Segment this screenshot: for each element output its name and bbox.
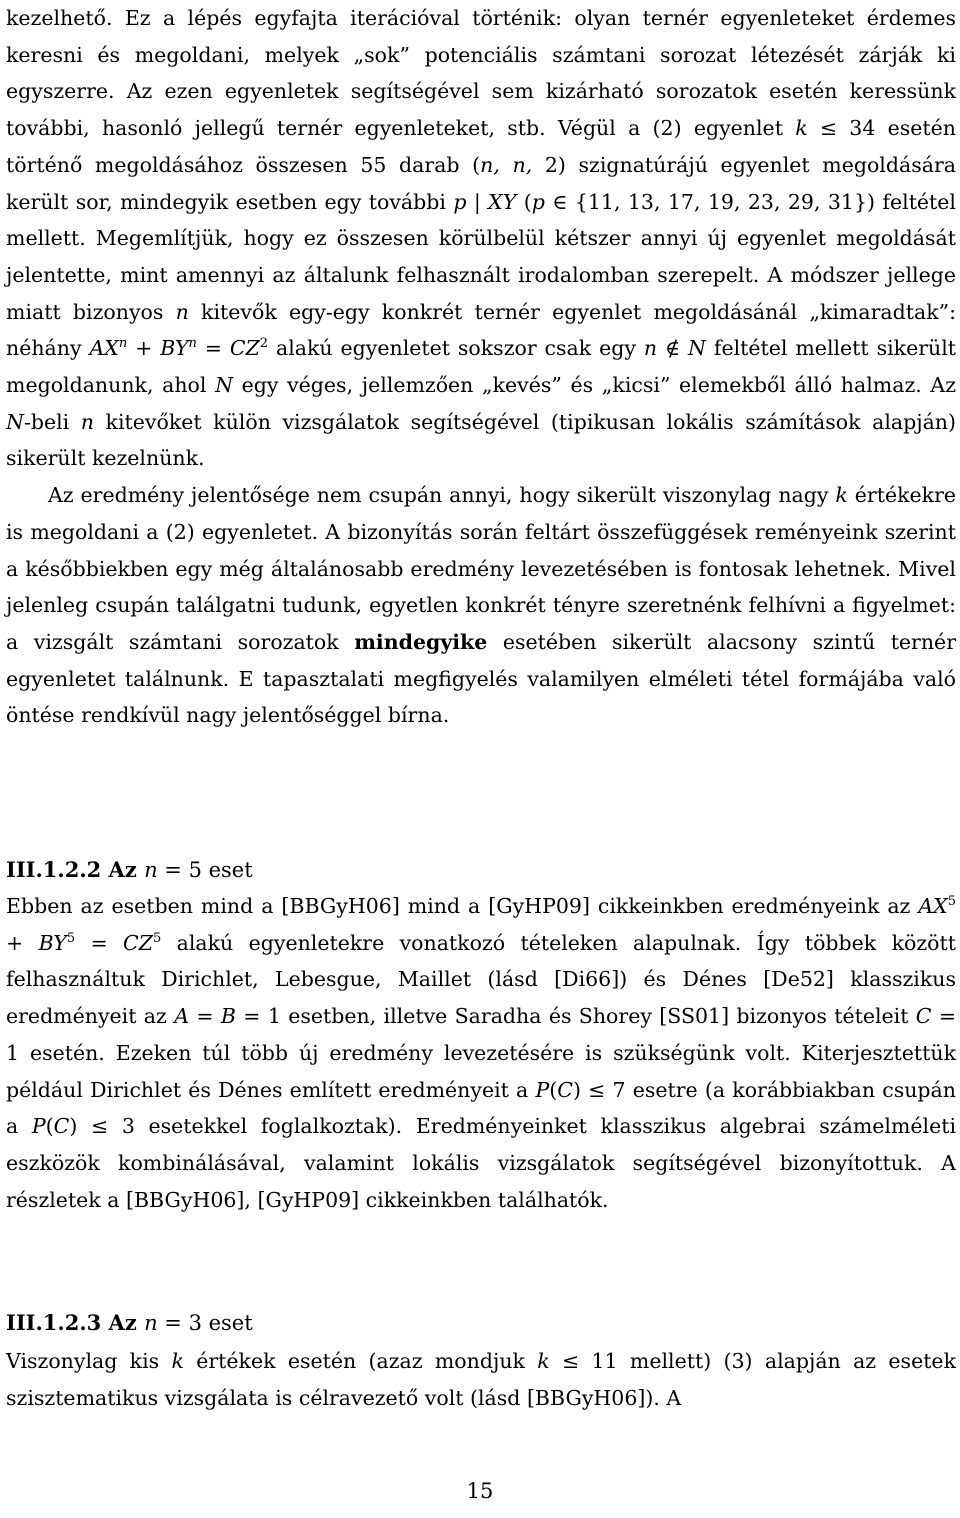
text: ≤ 11 mellett) (3) alapján az esetek szisztematikus vizsgálata is célravezető volt (lásd [BBGyH06]). A: [6, 1349, 956, 1410]
text: alakú egyenletet sokszor csak egy: [268, 336, 644, 361]
page-number: 15: [466, 1479, 494, 1503]
text: (: [45, 1114, 54, 1139]
math-var: k: [835, 483, 848, 508]
text: ∈ {11, 13, 17, 19, 23, 29, 31}) feltétel mellett. Megemlítjük, hogy ez összesen körülbelül kétszer annyi új egyenlet megoldását jelentette, mint amennyi az általunk felhasznált irodalomban szerepelt. A módszer jellege miatt bizonyos: [6, 189, 956, 324]
text: =: [75, 930, 124, 955]
math-var: P: [535, 1077, 550, 1102]
math-var: A: [174, 1004, 189, 1029]
body-text-bottom: [6, 1343, 956, 1416]
text: értékekre is megoldani a (2) egyenletet. A bizonyítás során feltárt összefüggések reményeink szerint a későbbiekben egy még általánosabb eredmény levezetésében is fontosak lehetnek. Mivel jelenleg csupán találgatni tudunk, egyetlen konkrét tényre szeretnénk felhívni a figyelmet: a vizsgált számtani sorozatok: [6, 483, 956, 654]
math-exponent: n: [118, 336, 128, 352]
paragraph-3: [6, 888, 956, 1218]
section-heading-n3: [6, 1305, 253, 1341]
text: |: [466, 189, 489, 214]
math-exponent: 5: [66, 930, 76, 946]
text: ∉: [657, 336, 689, 361]
text: Viszonylag kis: [6, 1349, 172, 1373]
math-var: AX: [918, 894, 948, 918]
text: (: [549, 1077, 558, 1102]
math-var: CZ: [123, 930, 153, 955]
math-var: CZ: [229, 336, 260, 361]
text: = 1 esetben, illetve Saradha és Shorey [SS01] bizonyos tételeit: [235, 1004, 916, 1029]
text: kitevők egy-egy konkrét ternér egyenlet megoldásánál „kimaradtak”: néhány: [6, 299, 956, 361]
text: kitevőket külön vizsgálatok segítségével (tipikusan lokális számítások alapján) sikerült kezelnünk.: [6, 409, 956, 471]
text: feltétel mellett sikerült megoldanunk, ahol: [6, 336, 956, 398]
text: -beli: [23, 409, 81, 434]
math-exponent: 5: [152, 930, 162, 946]
math-var: C: [557, 1077, 573, 1102]
math-var: n: [144, 858, 158, 882]
math-var: BY: [160, 336, 189, 361]
body-text-top: [6, 0, 956, 734]
math-var: N: [6, 409, 24, 434]
paragraph-1: [6, 0, 956, 477]
math-var: C: [915, 1004, 932, 1029]
math-var: n: [80, 409, 94, 434]
text: = 1 esetén. Ezeken túl több új eredmény levezetésére is szükségünk volt. Kiterjesztettük például Dirichlet és Dénes említett eredményeit a: [6, 1004, 957, 1102]
math-var: C: [53, 1114, 70, 1139]
math-var: BY: [38, 930, 67, 955]
math-var: P: [31, 1114, 46, 1139]
text: 2) szignatúrájú egyenlet megoldására került sor, mindegyik esetben egy további: [6, 152, 956, 214]
math-var: n: [643, 336, 658, 361]
text: esetében sikerült alacsony szintű ternér egyenletet találnunk. E tapasztalati megfigyelés valamilyen elméleti tétel formájába való öntése rendkívül nagy jelentőséggel bírna.: [6, 629, 956, 728]
text: kezelhető. Ez a lépés egyfajta iterációval történik: olyan ternér egyenleteket érdemes keresni és megoldani, melyek „sok” potenciális számtani sorozat létezését zárják ki egyszerre. Az ezen egyenletek segítségével sem kizárható sorozatok esetén keressünk további, hasonló jellegű ternér egyenleteket, stb. Végül a (2) egyenlet: [6, 6, 956, 141]
math-var: n: [175, 299, 189, 324]
math-var: n: [144, 1311, 158, 1335]
paragraph-2: [6, 477, 956, 734]
text: ) ≤ 3 esetekkel foglalkoztak). Eredményeinket klasszikus algebrai számelméleti eszközök kombinálásával, valamint lokális vizsgálatok segítségével bizonyítottuk. A részletek a [BBGyH06], [GyHP09] cikkeinkben találhatók.: [6, 1114, 956, 1212]
heading-text: III.1.2.2 Az: [6, 857, 145, 882]
bold-keyword: mindegyike: [354, 629, 488, 654]
math-var: N: [215, 373, 233, 398]
text: Ebben az esetben mind a [BBGyH06] mind a [GyHP09] cikkeinkben eredményeink az: [6, 894, 919, 918]
heading-text: = 5 eset: [157, 858, 253, 882]
math-var: B: [220, 1004, 236, 1029]
text: (: [516, 189, 532, 214]
heading-text: = 3 eset: [157, 1311, 253, 1335]
math-exponent: 5: [947, 894, 956, 910]
text: +: [6, 930, 39, 955]
math-var: AX: [89, 336, 119, 361]
math-var: p: [531, 189, 545, 214]
text: értékek esetén (azaz mondjuk: [183, 1349, 538, 1373]
math-var: p: [453, 189, 467, 214]
heading-text: III.1.2.3 Az: [6, 1310, 145, 1335]
section-heading-n5: [6, 852, 253, 888]
body-text-middle: [6, 888, 956, 1218]
text: =: [196, 336, 230, 361]
text: alakú egyenletekre vonatkozó tételeken alapulnak. Így többek között felhasználtuk Dirichlet, Lebesgue, Maillet (lásd [Di66]) és Dénes [De52] klasszikus eredményeit az: [6, 930, 956, 1029]
math-exponent: n: [188, 336, 197, 352]
text: egy véges, jellemzően „kevés” és „kicsi” elemekből álló halmaz. Az: [233, 373, 956, 398]
text: ) ≤ 7 esetre (a korábbiakban csupán a: [6, 1077, 956, 1139]
text: Az eredmény jelentősége nem csupán annyi, hogy sikerült viszonylag nagy: [48, 483, 836, 508]
text: =: [189, 1004, 221, 1029]
text: +: [127, 336, 161, 361]
math-var: k: [795, 116, 808, 141]
math-var: k: [171, 1349, 184, 1373]
math-var: N: [688, 336, 706, 361]
math-var: k: [537, 1349, 550, 1373]
text: ≤ 34 esetén történő megoldásához összesen 55 darab (: [6, 116, 956, 177]
math-exponent: 2: [259, 336, 269, 352]
math-var: n, n,: [480, 152, 533, 177]
paragraph-4: [6, 1343, 956, 1416]
math-var: XY: [488, 189, 517, 214]
